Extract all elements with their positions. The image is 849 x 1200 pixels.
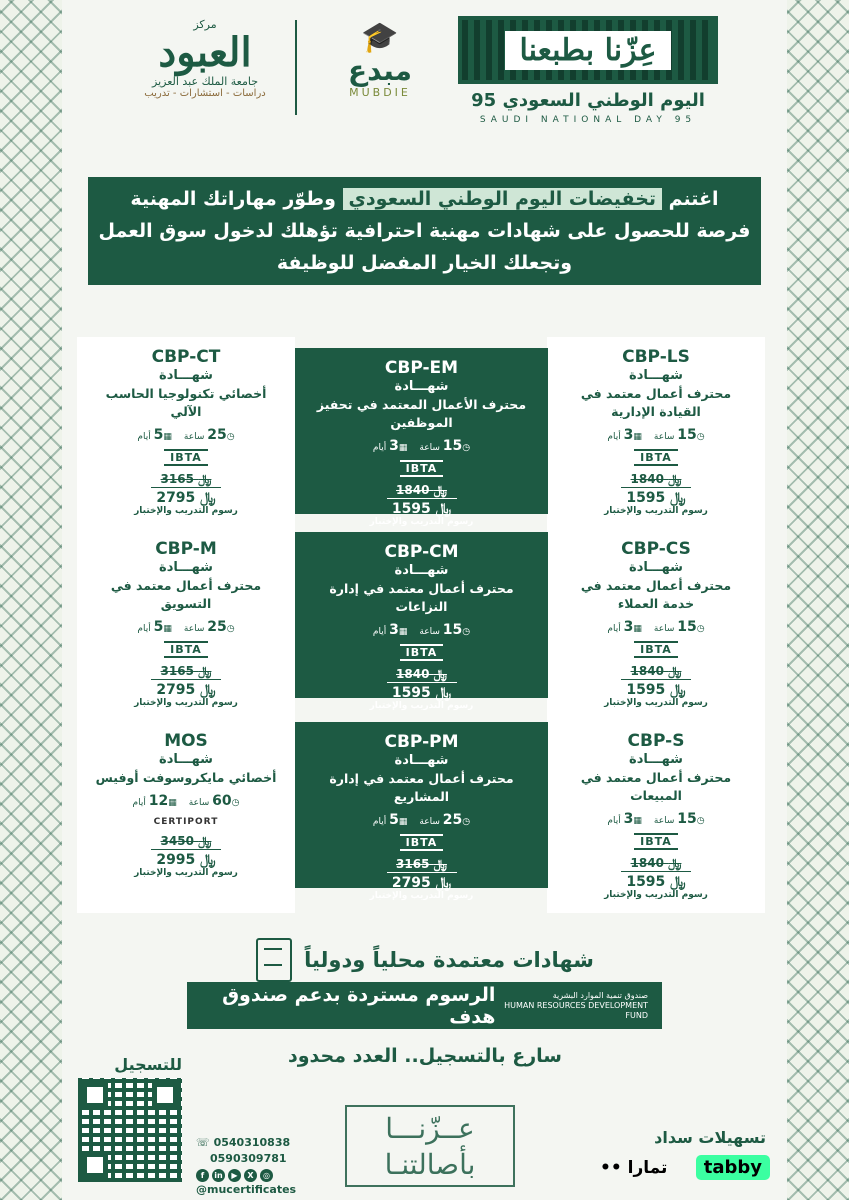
hours-unit: ساعة <box>653 816 675 826</box>
fee-note: رسوم التدريب والإختبار <box>369 701 474 711</box>
certificate-card <box>547 721 765 913</box>
qr-code[interactable] <box>78 1078 182 1182</box>
intro-line-2: فرصة للحصول على شهادات مهنية احترافية تؤهلك لدخول سوق العمل <box>98 220 751 242</box>
calendar-icon: ▦ <box>163 624 172 634</box>
ibta-logo: IBTA <box>400 460 444 477</box>
hadaf-fund-logo <box>495 991 648 1021</box>
fund-ar: صندوق تنمية الموارد البشرية <box>552 990 648 1000</box>
cert-code: CBP-CT <box>151 347 221 367</box>
certiport-logo: CERTIPORT <box>153 817 219 827</box>
cert-duration <box>547 811 765 827</box>
calendar-icon: ▦ <box>633 816 642 826</box>
days-block <box>607 811 641 827</box>
days-block <box>607 427 641 443</box>
hours-unit: ساعة <box>188 798 210 808</box>
clock-icon: ◷ <box>226 624 235 634</box>
cert-label: شهـــادة <box>159 368 213 383</box>
clock-icon: ◷ <box>462 627 471 637</box>
days-unit: أيام <box>372 817 387 827</box>
old-price-value: 3165 <box>160 472 194 486</box>
cert-title: محترف أعمال معتمد في إدارة النزاعات <box>329 581 514 614</box>
new-price <box>151 849 221 868</box>
hours-block <box>654 619 705 635</box>
certificate-card <box>77 337 295 529</box>
calendar-icon: ▦ <box>168 798 177 808</box>
days-block <box>373 812 407 828</box>
cert-title: محترف أعمال معتمد في المبيعات <box>580 770 732 803</box>
logo-aboud-word: العبود <box>158 29 252 76</box>
cert-code: MOS <box>164 731 208 751</box>
days-unit: أيام <box>372 443 387 453</box>
old-price <box>295 857 548 872</box>
old-price-value: 1840 <box>630 472 664 486</box>
izzuna-line-1: عــزّنـــا <box>385 1112 475 1145</box>
new-price-value: 1595 <box>626 490 666 506</box>
youtube-icon[interactable]: ▶ <box>228 1169 241 1182</box>
new-price-value: 2795 <box>156 490 196 506</box>
riyal-icon: ﷼ <box>668 664 682 678</box>
register-qr[interactable] <box>78 1055 182 1182</box>
logo-center-word: مركز <box>193 18 217 31</box>
whatsapp-phone-1[interactable]: ☏ 0540310838 <box>196 1136 291 1149</box>
days-unit: أيام <box>137 624 151 634</box>
mubdie-en: MUBDIE <box>349 86 411 99</box>
hours-block <box>189 793 240 809</box>
tamara-logo: •• تمارا <box>600 1157 668 1178</box>
cert-code: CBP-CM <box>384 542 459 562</box>
riyal-icon: ﷼ <box>200 682 216 698</box>
old-price <box>77 664 295 679</box>
certificate-icon <box>256 938 292 982</box>
hours-block <box>184 427 235 443</box>
logo-tagline: دراسات - استشارات - تدريب <box>144 88 266 99</box>
clock-icon: ◷ <box>226 432 235 442</box>
clock-icon: ◷ <box>462 443 471 453</box>
riyal-icon: ﷼ <box>435 501 452 517</box>
cert-duration <box>295 622 548 638</box>
tabby-logo: tabby <box>696 1155 770 1180</box>
cert-label: شهـــادة <box>629 752 683 767</box>
fee-note: رسوم التدريب والإختبار <box>134 506 238 516</box>
cert-duration <box>77 793 295 809</box>
new-price-value: 1595 <box>391 501 431 517</box>
old-price-value: 1840 <box>396 483 430 497</box>
intro-pre: اغتنم <box>668 188 719 210</box>
hours-value: 60 <box>212 793 232 809</box>
hours-value: 25 <box>207 427 227 443</box>
cert-duration <box>77 619 295 635</box>
social-icons <box>196 1169 296 1182</box>
riyal-icon: ﷼ <box>435 875 452 891</box>
cert-duration <box>547 427 765 443</box>
hours-value: 25 <box>442 812 463 828</box>
days-unit: أيام <box>607 432 621 442</box>
days-block <box>133 793 177 809</box>
riyal-icon: ﷼ <box>433 857 447 871</box>
hours-unit: ساعة <box>653 432 675 442</box>
cert-title: أخصائي مايكروسوفت أوفيس <box>95 770 277 785</box>
certificate-card <box>295 722 548 901</box>
calendar-icon: ▦ <box>398 443 408 453</box>
logo-university: جامعة الملك عبد العزيز <box>152 75 258 88</box>
national-day-en: SAUDI NATIONAL DAY 95 <box>479 115 697 125</box>
days-block <box>373 622 407 638</box>
fee-note: رسوم التدريب والإختبار <box>134 698 238 708</box>
intro-line-1 <box>88 183 761 215</box>
old-price <box>77 472 295 487</box>
hours-unit: ساعة <box>653 624 675 634</box>
hours-block <box>184 619 235 635</box>
hours-block <box>654 427 705 443</box>
cert-title: محترف أعمال معتمد في إدارة المشاريع <box>329 771 514 804</box>
clock-icon: ◷ <box>696 624 705 634</box>
certificate-card <box>295 532 548 711</box>
days-value: 3 <box>623 811 634 827</box>
phone-1: 0540310838 <box>213 1136 291 1149</box>
calendar-icon: ▦ <box>633 432 642 442</box>
facebook-icon[interactable]: f <box>196 1169 209 1182</box>
old-price <box>547 856 765 871</box>
hours-block <box>654 811 705 827</box>
old-price-value: 1840 <box>630 856 664 870</box>
tamara-text: تمارا <box>627 1157 668 1178</box>
fee-note: رسوم التدريب والإختبار <box>604 890 708 900</box>
days-unit: أيام <box>607 624 621 634</box>
riyal-icon: ﷼ <box>200 852 216 868</box>
new-price-value: 2795 <box>156 682 196 698</box>
cert-duration <box>77 427 295 443</box>
header-divider <box>295 20 297 115</box>
days-unit: أيام <box>132 798 146 808</box>
hours-block <box>419 438 470 454</box>
old-price <box>77 834 295 849</box>
intro-post: وطوّر مهاراتك المهنية <box>130 188 336 210</box>
accreditation-line <box>230 935 620 985</box>
certificate-card <box>77 721 295 913</box>
days-value: 12 <box>148 793 169 809</box>
clock-icon: ◷ <box>696 816 705 826</box>
ibta-logo: IBTA <box>164 641 208 658</box>
riyal-icon: ﷼ <box>670 490 686 506</box>
cert-code: CBP-LS <box>622 347 690 367</box>
cert-code: CBP-S <box>627 731 685 751</box>
izzuna-line-2: بأصالتنـا <box>384 1148 476 1181</box>
ibta-logo: IBTA <box>634 449 678 466</box>
riyal-icon: ﷼ <box>198 834 212 848</box>
new-price <box>151 487 221 506</box>
new-price <box>387 682 457 701</box>
ibta-logo: IBTA <box>634 641 678 658</box>
cert-label: شهـــادة <box>394 379 449 394</box>
riyal-icon: ﷼ <box>433 667 447 681</box>
calendar-icon: ▦ <box>633 624 642 634</box>
riyal-icon: ﷼ <box>668 856 682 870</box>
days-block <box>137 619 171 635</box>
mubdie-logo <box>325 20 435 99</box>
riyal-icon: ﷼ <box>670 682 686 698</box>
linkedin-icon[interactable]: in <box>212 1169 225 1182</box>
clock-icon: ◷ <box>462 817 471 827</box>
certificate-card <box>77 529 295 721</box>
cert-duration <box>547 619 765 635</box>
mubdie-ar: مبدع <box>347 54 413 87</box>
instagram-icon[interactable]: ◎ <box>260 1169 273 1182</box>
clock-icon: ◷ <box>231 798 240 808</box>
payment-options <box>600 1128 770 1180</box>
hadaf-text: الرسوم مستردة بدعم صندوق هدف <box>222 983 496 1028</box>
days-value: 3 <box>623 427 634 443</box>
cert-label: شهـــادة <box>629 368 683 383</box>
hours-unit: ساعة <box>183 624 205 634</box>
izzuna-logo <box>345 1105 515 1187</box>
riyal-icon: ﷼ <box>198 664 212 678</box>
hours-block <box>419 622 470 638</box>
cert-duration <box>295 438 548 454</box>
national-day-logo <box>458 16 718 125</box>
cert-code: CBP-PM <box>384 732 459 752</box>
certificate-card <box>547 337 765 529</box>
aboud-center-logo <box>130 18 280 99</box>
days-value: 3 <box>389 438 399 454</box>
hours-unit: ساعة <box>419 443 440 453</box>
days-unit: أيام <box>137 432 151 442</box>
calendar-icon: ▦ <box>163 432 172 442</box>
national-day-slogan: عِزّنا بطبعنا <box>505 31 670 70</box>
ibta-logo: IBTA <box>164 449 208 466</box>
hurry-text: سارع بالتسجيل.. العدد محدود <box>287 1045 562 1067</box>
days-value: 5 <box>153 427 164 443</box>
payment-title: تسهيلات سداد <box>654 1128 766 1147</box>
new-price-value: 1595 <box>626 682 666 698</box>
cert-title: محترف أعمال معتمد في خدمة العملاء <box>580 578 732 611</box>
calendar-icon: ▦ <box>398 627 408 637</box>
clock-icon: ◷ <box>696 432 705 442</box>
decorative-border-left <box>0 0 62 1200</box>
new-price <box>621 871 691 890</box>
graduation-cap-icon: 🎓 <box>361 20 399 55</box>
cert-label: شهـــادة <box>394 563 449 578</box>
old-price <box>547 664 765 679</box>
hadaf-banner <box>187 982 662 1029</box>
new-price-value: 2995 <box>156 852 196 868</box>
fee-note: رسوم التدريب والإختبار <box>369 891 474 901</box>
days-value: 5 <box>389 812 399 828</box>
riyal-icon: ﷼ <box>200 490 216 506</box>
cert-title: محترف أعمال معتمد في القيادة الإدارية <box>580 386 732 419</box>
cert-title: محترف أعمال معتمد في التسويق <box>110 578 262 611</box>
intro-banner <box>88 177 761 285</box>
hours-value: 15 <box>677 619 697 635</box>
new-price-value: 1595 <box>391 685 431 701</box>
days-value: 3 <box>623 619 634 635</box>
cert-duration <box>295 812 548 828</box>
new-price-value: 1595 <box>626 874 666 890</box>
calendar-icon: ▦ <box>398 817 408 827</box>
social-handle[interactable]: @mucertificates <box>196 1183 297 1196</box>
new-price <box>621 679 691 698</box>
hours-unit: ساعة <box>419 627 440 637</box>
days-unit: أيام <box>372 627 387 637</box>
fee-note: رسوم التدريب والإختبار <box>604 698 708 708</box>
old-price <box>547 472 765 487</box>
new-price <box>151 679 221 698</box>
accreditation-text: شهادات معتمدة محلياً ودولياً <box>304 948 594 972</box>
riyal-icon: ﷼ <box>198 472 212 486</box>
days-block <box>607 619 641 635</box>
hours-unit: ساعة <box>419 817 440 827</box>
ibta-logo: IBTA <box>400 644 444 661</box>
cert-code: CBP-CS <box>621 539 691 559</box>
fee-note: رسوم التدريب والإختبار <box>604 506 708 516</box>
new-price <box>387 872 457 891</box>
national-day-subtitle: اليوم الوطني السعودي 95 <box>471 90 705 111</box>
hours-value: 15 <box>442 438 463 454</box>
fund-en: HUMAN RESOURCES DEVELOPMENT FUND <box>504 1000 648 1020</box>
cert-title: محترف الأعمال المعتمد في تحفيز الموظفين <box>316 397 527 430</box>
contacts <box>196 1135 296 1198</box>
riyal-icon: ﷼ <box>668 472 682 486</box>
hours-value: 25 <box>207 619 227 635</box>
new-price <box>621 487 691 506</box>
register-label: للتسجيل <box>114 1055 182 1074</box>
old-price-value: 1840 <box>396 667 430 681</box>
decorative-border-right <box>787 0 849 1200</box>
header <box>120 10 730 140</box>
riyal-icon: ﷼ <box>433 483 447 497</box>
days-value: 5 <box>153 619 164 635</box>
certificate-card <box>547 529 765 721</box>
phone-2[interactable]: 0590309781 <box>210 1152 287 1165</box>
cert-title: أخصائي تكنولوجيا الحاسب الآلي <box>105 386 267 419</box>
x-icon[interactable]: X <box>244 1169 257 1182</box>
hours-unit: ساعة <box>183 432 205 442</box>
cert-label: شهـــادة <box>394 753 449 768</box>
cert-label: شهـــادة <box>159 752 213 767</box>
old-price-value: 3165 <box>160 664 194 678</box>
hours-value: 15 <box>677 427 697 443</box>
riyal-icon: ﷼ <box>670 874 686 890</box>
hours-value: 15 <box>442 622 463 638</box>
old-price-value: 3165 <box>396 857 430 871</box>
old-price <box>295 667 548 682</box>
new-price-value: 2795 <box>391 875 431 891</box>
ibta-logo: IBTA <box>634 833 678 850</box>
old-price-value: 1840 <box>630 664 664 678</box>
cert-code: CBP-EM <box>384 358 459 378</box>
cert-label: شهـــادة <box>159 560 213 575</box>
ibta-logo: IBTA <box>400 834 444 851</box>
old-price <box>295 483 548 498</box>
hours-value: 15 <box>677 811 697 827</box>
days-block <box>373 438 407 454</box>
cert-label: شهـــادة <box>629 560 683 575</box>
hours-block <box>419 812 470 828</box>
new-price <box>387 498 457 517</box>
days-block <box>137 427 171 443</box>
days-value: 3 <box>389 622 399 638</box>
days-unit: أيام <box>607 816 621 826</box>
intro-line-3: وتجعلك الخيار المفضل للوظيفة <box>276 252 573 274</box>
certificate-card <box>295 348 548 527</box>
fee-note: رسوم التدريب والإختبار <box>369 517 474 527</box>
old-price-value: 3450 <box>160 834 194 848</box>
fee-note: رسوم التدريب والإختبار <box>134 868 238 878</box>
riyal-icon: ﷼ <box>435 685 452 701</box>
intro-highlight: تخفيضات اليوم الوطني السعودي <box>343 188 663 210</box>
cert-code: CBP-M <box>155 539 217 559</box>
